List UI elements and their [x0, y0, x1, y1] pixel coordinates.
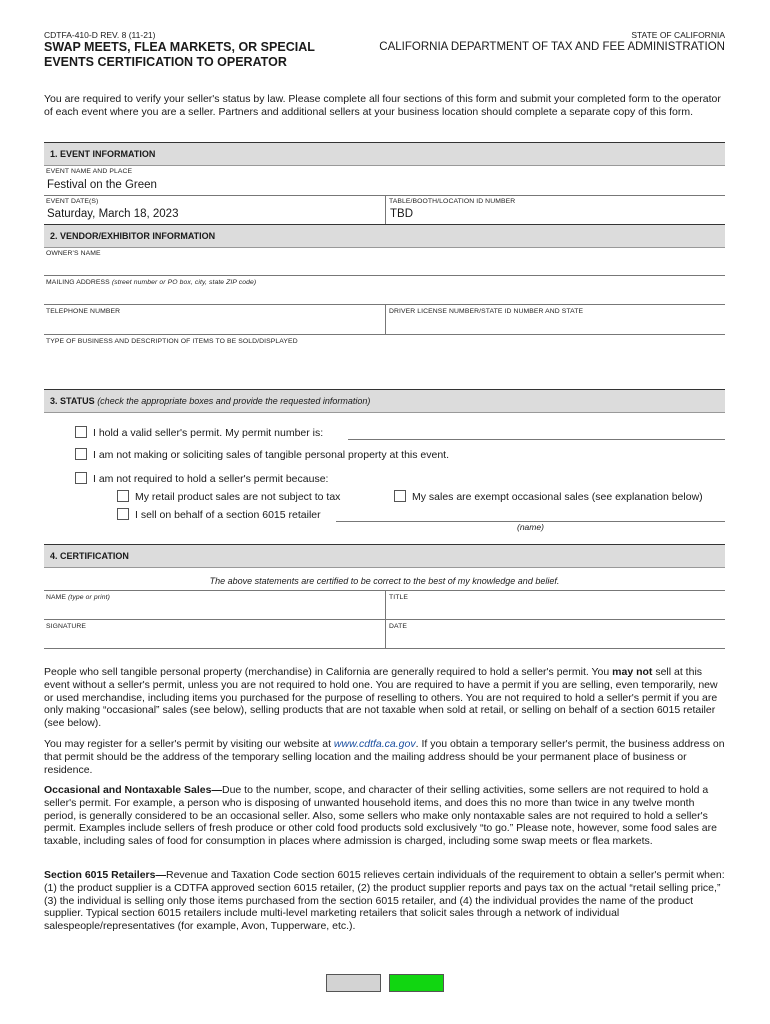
date-label: DATE — [389, 623, 408, 630]
cdtfa-website-link[interactable]: www.cdtfa.ca.gov — [333, 738, 416, 750]
cert-title-field[interactable] — [389, 603, 722, 619]
owner-name-label: OWNER'S NAME — [46, 250, 101, 257]
info-paragraph-occasional: Occasional and Nontaxable Sales—Due to the number, scope, and character of their selling activities, some sellers are not required to hold a seller's permit. For example, a person who is disposing of unwanted household items, and does this no more than twice in any twelve month period, is generally considered to be an occasional seller. Also, some sellers who make only nontaxable sales are not required to hold a seller's permit. Examples include sellers of fresh produce or other cold food products sold exclusively “to go.” Please note, however, some food sales are taxable, including sales of food for consumption in places where admission is charged, including some swap meets or flea markets. — [44, 784, 717, 848]
checkbox-occasional-sales[interactable] — [394, 490, 406, 502]
option-valid-permit-label: I hold a valid seller's permit. My permit number is: — [93, 427, 324, 439]
checkbox-not-required[interactable] — [75, 472, 87, 484]
section-4-heading: 4. CERTIFICATION — [44, 544, 725, 568]
divider — [385, 195, 386, 224]
cert-name-hint: (type or print) — [68, 594, 110, 601]
retailer-name-caption: (name) — [517, 522, 544, 532]
form-id: CDTFA-410-D REV. 8 (11-21) — [44, 30, 156, 40]
option-not-required-label: I am not required to hold a seller's permit because: — [93, 473, 329, 485]
event-name-label: EVENT NAME AND PLACE — [46, 168, 133, 175]
event-dates-field[interactable]: Saturday, March 18, 2023 — [47, 208, 179, 220]
option-retail-not-taxable-label: My retail product sales are not subject to tax — [135, 491, 341, 503]
divider — [44, 648, 725, 649]
cert-title-label: TITLE — [389, 594, 409, 601]
form-title-line1: SWAP MEETS, FLEA MARKETS, OR SPECIAL — [44, 40, 315, 54]
permit-number-field[interactable] — [348, 439, 725, 440]
telephone-label: TELEPHONE NUMBER — [46, 308, 121, 315]
mailing-address-field[interactable] — [46, 287, 722, 303]
section-3-note: (check the appropriate boxes and provide the requested information) — [97, 396, 371, 406]
checkbox-retail-not-taxable[interactable] — [117, 490, 129, 502]
section-1-heading: 1. EVENT INFORMATION — [44, 142, 725, 166]
driver-license-label: DRIVER LICENSE NUMBER/STATE ID NUMBER AND STATE — [389, 308, 584, 315]
table-id-label: TABLE/BOOTH/LOCATION ID NUMBER — [389, 198, 516, 205]
driver-license-field[interactable] — [389, 316, 722, 332]
info-paragraph-6015: Section 6015 Retailers—Revenue and Taxation Code section 6015 relieves certain individuals of the requirement to obtain a seller's permit when: (1) the product supplier is a CDTFA approved section 6015 retailer, (2) the product supplier reports and pays tax on the actual “retail selling price,” (3) the individual is selling only those items purchased from the section 6015 retailer, and (4) the individual provides the name of the product supplier. Typical section 6015 retailers include multi-level marketing retailers that solicit sales through a network of individual salespeople/representatives (for example, Avon, Tupperware, etc.). — [44, 869, 725, 933]
divider — [44, 275, 725, 276]
business-type-field[interactable] — [46, 347, 722, 387]
print-form-button[interactable] — [389, 974, 444, 992]
signature-label: SIGNATURE — [46, 623, 87, 630]
divider — [44, 619, 725, 620]
checkbox-not-selling[interactable] — [75, 448, 87, 460]
date-field[interactable] — [389, 631, 722, 647]
divider — [385, 304, 386, 334]
event-name-field[interactable]: Festival on the Green — [47, 179, 157, 191]
section-6015-heading: Section 6015 Retailers— — [44, 869, 166, 881]
cert-name-field[interactable] — [46, 603, 382, 619]
telephone-field[interactable] — [46, 316, 382, 332]
checkbox-valid-permit[interactable] — [75, 426, 87, 438]
option-6015-retailer-label: I sell on behalf of a section 6015 retailer — [135, 509, 321, 521]
form-title-line2: EVENTS CERTIFICATION TO OPERATOR — [44, 55, 287, 69]
section-3-heading: 3. STATUS (check the appropriate boxes and provide the requested information) — [44, 389, 725, 413]
table-id-field[interactable]: TBD — [390, 208, 413, 220]
may-not-emphasis: may not — [612, 666, 653, 678]
intro-text: You are required to verify your seller's status by law. Please complete all four sections of this form and submit your completed form to the operator of each event where you are a seller. Partners and additional sellers at your business location should complete a separate copy of this form. — [44, 93, 721, 118]
checkbox-6015-retailer[interactable] — [117, 508, 129, 520]
clear-form-button[interactable] — [326, 974, 381, 992]
signature-field[interactable] — [46, 631, 382, 647]
divider — [44, 334, 725, 335]
agency-name: CALIFORNIA DEPARTMENT OF TAX AND FEE ADMINISTRATION — [379, 41, 725, 53]
option-not-selling-label: I am not making or soliciting sales of tangible personal property at this event. — [93, 449, 450, 461]
mailing-address-label: MAILING ADDRESS (street number or PO box, city, state ZIP code) — [46, 279, 257, 286]
business-type-label: TYPE OF BUSINESS AND DESCRIPTION OF ITEMS TO BE SOLD/DISPLAYED — [46, 338, 298, 345]
event-dates-label: EVENT DATE(S) — [46, 198, 99, 205]
info-paragraph-register: You may register for a seller's permit by visiting our website at www.cdtfa.ca.gov. If you obtain a temporary seller's permit, the business address on that permit should be the address of the temporary selling location and the mailing address should be your permanent place of business or residence. — [44, 738, 725, 776]
option-occasional-sales-label: My sales are exempt occasional sales (see explanation below) — [412, 491, 703, 503]
cert-name-label: NAME (type or print) — [46, 594, 110, 601]
info-paragraph-permit: People who sell tangible personal property (merchandise) in California are generally required to hold a seller's permit. You may not sell at this event without a seller's permit, unless you are not required to hold one. You are required to have a permit if you are selling, even temporarily, new or used merchandise, including items you purchased for the purpose of reselling to others. You are not required to hold a seller's permit if you are only making “occasional” sales (see below), selling products that are not taxable when sold at retail, or selling on behalf of a section 6015 retailer (see below). — [44, 666, 718, 730]
state-label: STATE OF CALIFORNIA — [631, 30, 725, 40]
certification-statement: The above statements are certified to be correct to the best of my knowledge and belief. — [209, 576, 560, 586]
section-2-heading: 2. VENDOR/EXHIBITOR INFORMATION — [44, 224, 725, 248]
mailing-address-hint: (street number or PO box, city, state ZIP code) — [111, 279, 257, 286]
occasional-sales-heading: Occasional and Nontaxable Sales— — [44, 784, 222, 796]
owner-name-field[interactable] — [46, 258, 722, 274]
